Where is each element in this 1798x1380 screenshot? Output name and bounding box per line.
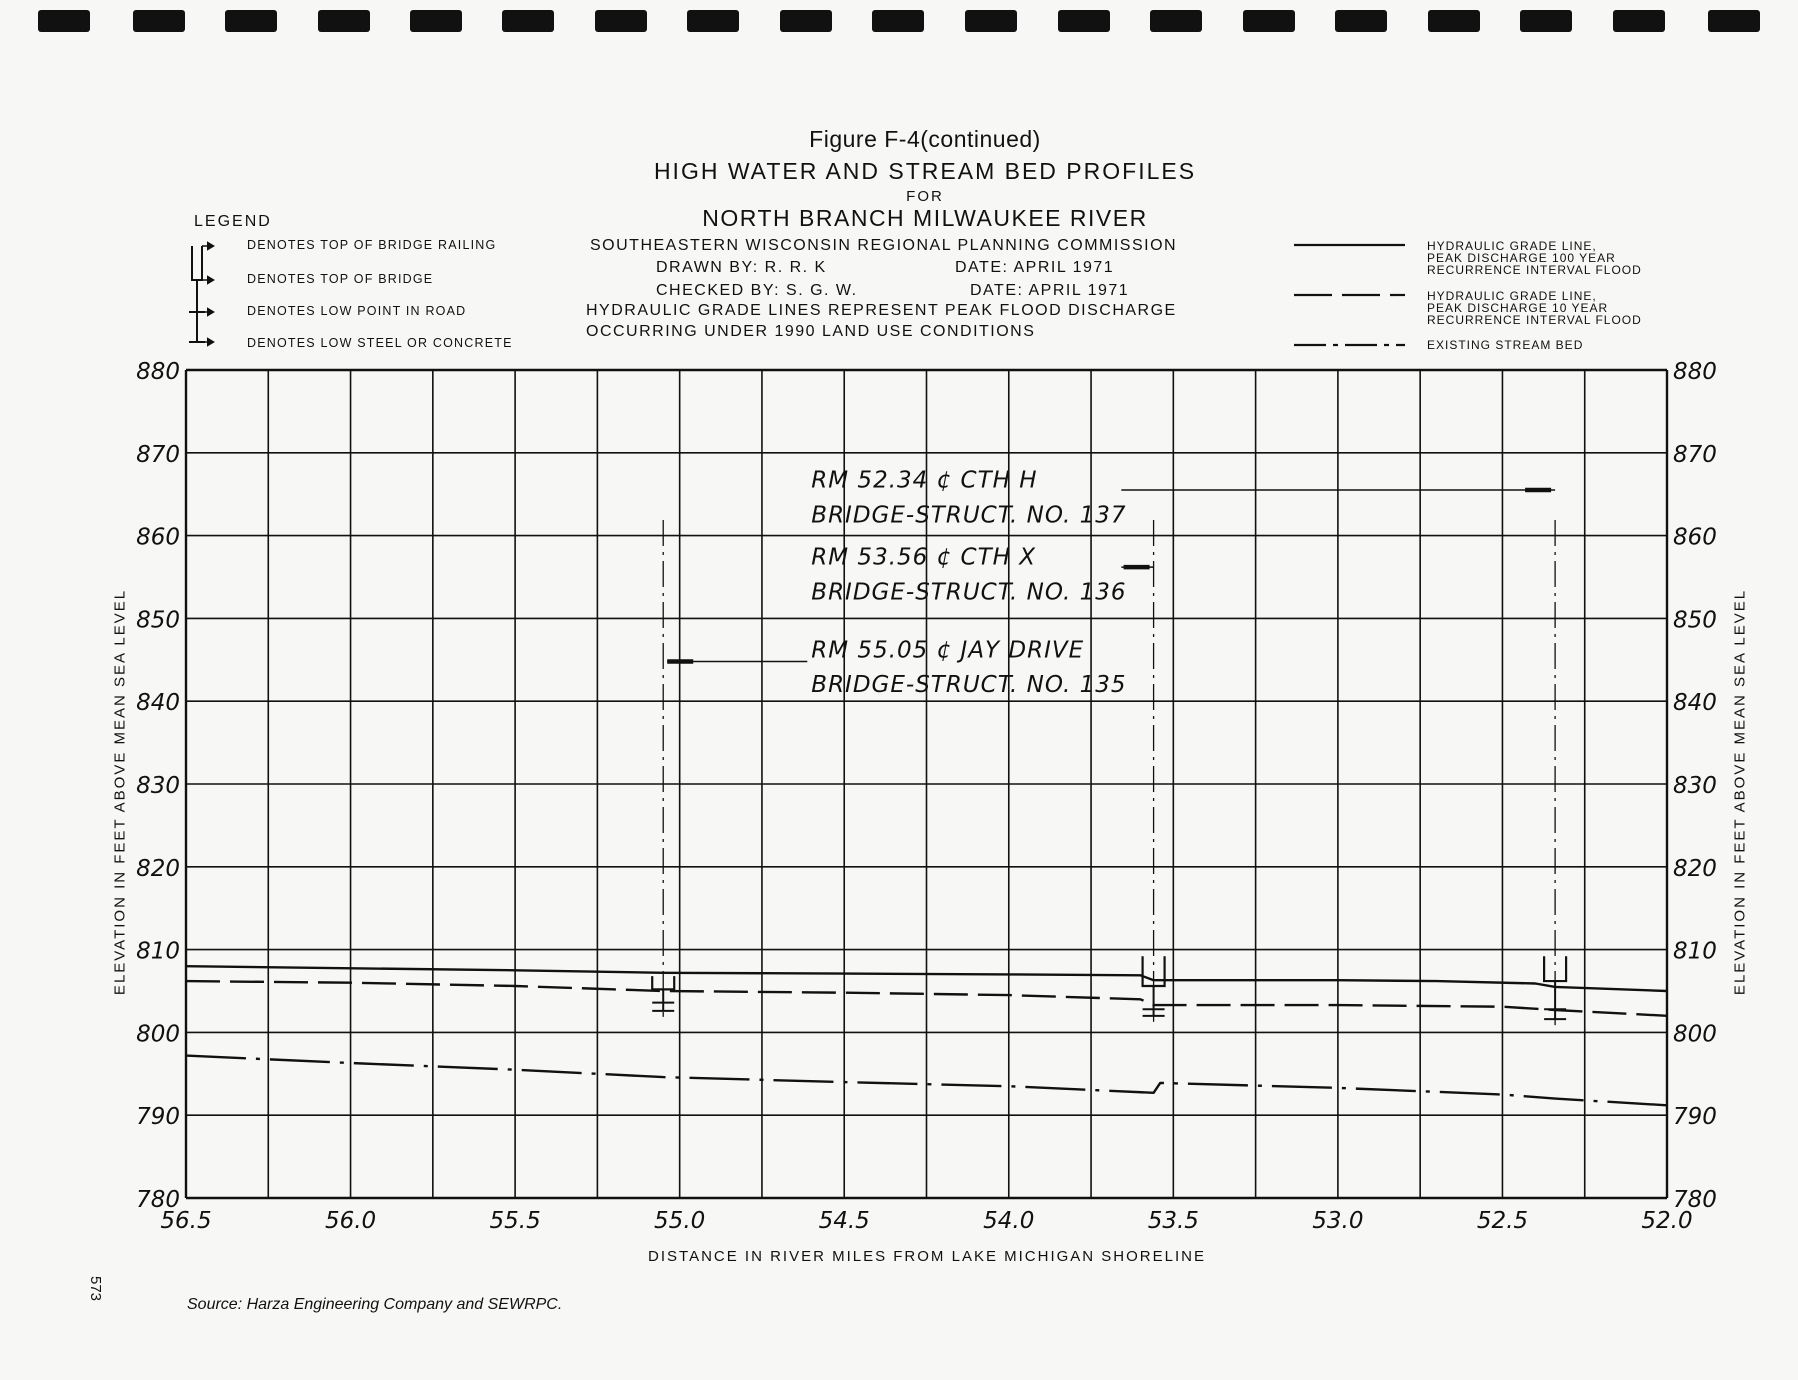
y-tick-label-right: 870: [1673, 441, 1717, 468]
y-axis-title-right: ELEVATION IN FEET ABOVE MEAN SEA LEVEL: [1731, 588, 1749, 996]
series-legend-line: RECURRENCE INTERVAL FLOOD: [1427, 263, 1642, 277]
chart-title: HIGH WATER AND STREAM BED PROFILES: [653, 158, 1197, 184]
y-tick-label-left: 840: [136, 690, 180, 717]
y-tick-label-right: 850: [1673, 607, 1717, 634]
y-tick-label-left: 820: [136, 855, 180, 882]
bridge-annotation-line: RM 55.05 ¢ JAY DRIVE: [811, 637, 1085, 664]
y-tick-label-left: 790: [136, 1104, 180, 1131]
series-legend-line: RECURRENCE INTERVAL FLOOD: [1427, 313, 1642, 327]
x-axis-title: DISTANCE IN RIVER MILES FROM LAKE MICHIGAN SHORELINE: [648, 1248, 1206, 1265]
x-tick-label: 55.0: [654, 1208, 706, 1234]
y-tick-label-right: 780: [1673, 1187, 1717, 1213]
x-tick-label: 55.5: [489, 1208, 541, 1234]
y-tick-label-right: 790: [1673, 1104, 1717, 1131]
x-tick-label: 53.5: [1147, 1208, 1199, 1234]
legend-title: LEGEND: [194, 213, 272, 230]
x-tick-label: 56.0: [324, 1208, 377, 1234]
bridge-annotation-line: BRIDGE-STRUCT. NO. 137: [811, 502, 1127, 529]
legend-item-bridge-railing: DENOTES TOP OF BRIDGE RAILING: [247, 238, 497, 252]
y-tick-label-left: 860: [136, 524, 180, 551]
drawn-by: DRAWN BY: R. R. K: [656, 259, 827, 276]
bridge-annotation-line: BRIDGE-STRUCT. NO. 136: [811, 579, 1127, 606]
bridge-annotation-line: RM 53.56 ¢ CTH X: [811, 544, 1037, 571]
bridge-annotation-line: RM 52.34 ¢ CTH H: [811, 467, 1038, 494]
series-legend-line: PEAK DISCHARGE 10 YEAR: [1427, 301, 1609, 315]
bridge-annotation-line: BRIDGE-STRUCT. NO. 135: [811, 672, 1127, 699]
legend-item-low-point-road: DENOTES LOW POINT IN ROAD: [247, 304, 467, 318]
source-note: Source: Harza Engineering Company and SEWRPC.: [187, 1296, 563, 1313]
y-tick-label-left: 870: [136, 441, 180, 468]
y-tick-label-left: 850: [136, 607, 180, 634]
chart-title-for: FOR: [906, 188, 944, 205]
page-number: 573: [87, 1276, 104, 1302]
x-tick-label: 52.0: [1641, 1208, 1693, 1234]
y-tick-label-left: 830: [136, 773, 180, 799]
chart-subtitle-river: NORTH BRANCH MILWAUKEE RIVER: [702, 205, 1148, 231]
series-legend-line: EXISTING STREAM BED: [1427, 338, 1584, 352]
y-tick-label-right: 820: [1673, 855, 1717, 882]
x-tick-label: 54.5: [818, 1208, 870, 1234]
legend-item-low-steel: DENOTES LOW STEEL OR CONCRETE: [247, 336, 513, 350]
x-tick-label: 56.5: [160, 1208, 212, 1234]
y-tick-label-right: 830: [1673, 773, 1717, 799]
y-tick-label-right: 840: [1673, 690, 1717, 717]
x-tick-label: 54.0: [983, 1208, 1035, 1234]
y-tick-label-right: 880: [1673, 359, 1717, 385]
legend-item-top-of-bridge: DENOTES TOP OF BRIDGE: [247, 272, 434, 286]
x-tick-label: 52.5: [1476, 1208, 1529, 1234]
drawn-date: DATE: APRIL 1971: [955, 259, 1115, 276]
series-legend-line: HYDRAULIC GRADE LINE,: [1427, 289, 1597, 303]
agency-name: SOUTHEASTERN WISCONSIN REGIONAL PLANNING COMMISSION: [590, 237, 1178, 254]
series-legend-line: PEAK DISCHARGE 100 YEAR: [1427, 251, 1616, 265]
note-line-2: OCCURRING UNDER 1990 LAND USE CONDITIONS: [586, 323, 1036, 340]
figure-label: Figure F-4(continued): [809, 126, 1041, 152]
y-tick-label-right: 800: [1673, 1021, 1717, 1048]
y-tick-label-right: 860: [1673, 524, 1717, 551]
checked-by: CHECKED BY: S. G. W.: [656, 282, 858, 299]
x-tick-label: 53.0: [1312, 1208, 1364, 1234]
y-tick-label-left: 800: [136, 1021, 180, 1048]
y-tick-label-left: 780: [136, 1187, 180, 1213]
y-tick-label-left: 880: [136, 359, 180, 385]
y-axis-title-left: ELEVATION IN FEET ABOVE MEAN SEA LEVEL: [111, 588, 129, 996]
checked-date: DATE: APRIL 1971: [970, 282, 1130, 299]
note-line-1: HYDRAULIC GRADE LINES REPRESENT PEAK FLOOD DISCHARGE: [586, 302, 1177, 319]
y-tick-label-right: 810: [1673, 938, 1717, 965]
y-tick-label-left: 810: [136, 938, 180, 965]
series-legend-line: HYDRAULIC GRADE LINE,: [1427, 239, 1597, 253]
